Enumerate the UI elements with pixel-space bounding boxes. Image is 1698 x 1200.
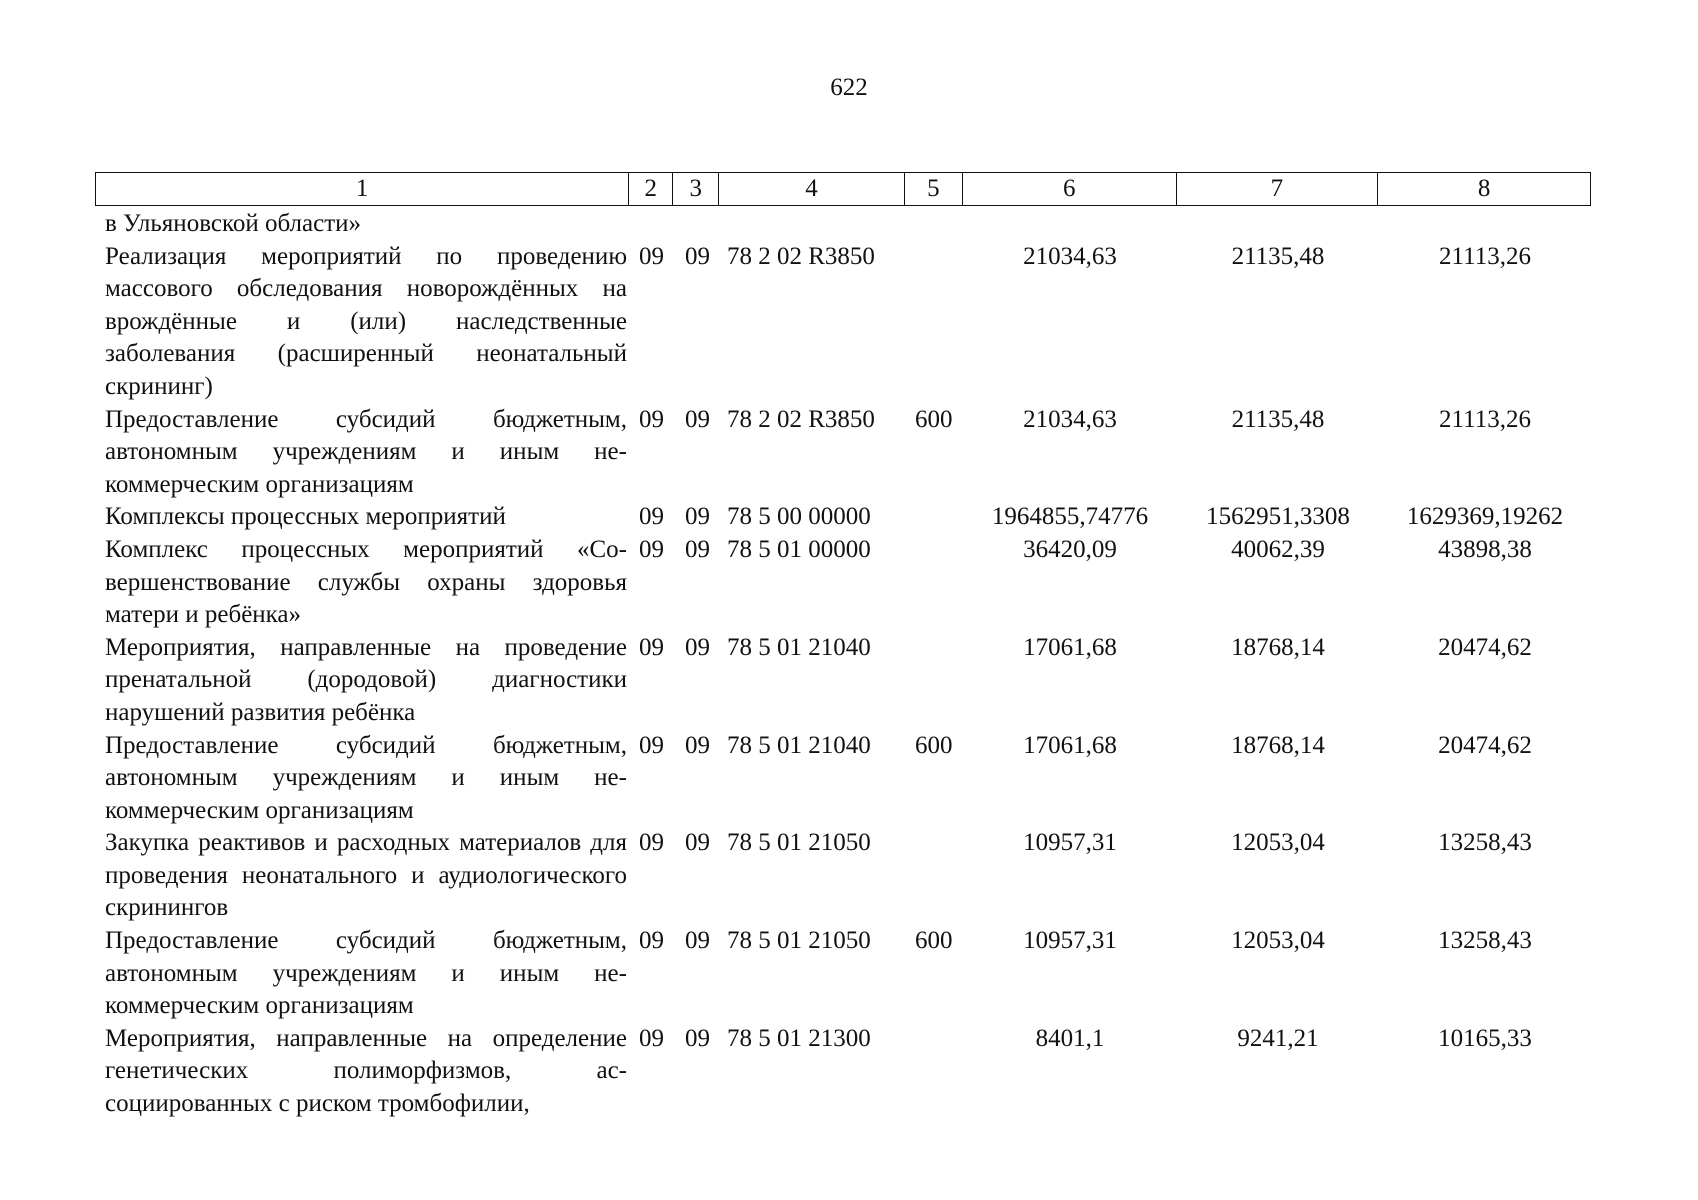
row-section: 09	[639, 1024, 664, 1052]
row-value-col7: 18768,14	[1231, 731, 1325, 759]
row-section: 09	[639, 242, 664, 270]
row-section: 09	[639, 731, 664, 759]
table-row	[95, 208, 1591, 241]
table-body	[95, 208, 1591, 1121]
header-col-6: 6	[963, 173, 1177, 205]
row-subsection: 09	[685, 927, 710, 955]
row-expense-type: 600	[915, 405, 953, 433]
row-value-col6: 10957,31	[1023, 927, 1117, 955]
row-expense-type	[905, 534, 963, 632]
row-target-code: 78 2 02 R3850	[727, 405, 875, 433]
row-name: Комплекс процессных мероприятий «Совершенствование службы охраны здоровья матери и ребёнка»	[105, 535, 627, 629]
row-expense-type: 600	[915, 731, 953, 759]
row-value-col6: 8401,1	[1035, 1024, 1105, 1052]
row-value-col6: 1964855,74776	[991, 503, 1149, 531]
row-name: Мероприятия, направленные на определение генетических полиморфизмов, ассоциированных с риском тромбофилии,	[105, 1024, 627, 1118]
row-value-col8: 20474,62	[1438, 633, 1532, 661]
row-name: Предоставление субсидий бюджетным, автономным учреждениям и иным некоммерческим организациям	[105, 405, 627, 498]
table-row	[95, 730, 1591, 828]
row-value-col6: 17061,68	[1023, 731, 1117, 759]
row-subsection: 09	[685, 405, 710, 433]
table-row	[95, 534, 1591, 632]
row-subsection: 09	[685, 242, 710, 270]
row-value-col7: 18768,14	[1231, 633, 1325, 661]
row-name: Мероприятия, направленные на проведение пренатальной (дородовой) диагностики нарушений развития ребёнка	[105, 633, 627, 726]
table-row	[95, 241, 1591, 404]
row-subsection	[673, 208, 719, 241]
table-header	[95, 172, 1591, 206]
page-number: 622	[830, 74, 868, 101]
row-value-col6	[963, 208, 1177, 241]
row-value-col6: 21034,63	[1023, 405, 1117, 433]
table-row	[95, 404, 1591, 502]
row-target-code	[719, 208, 905, 241]
row-value-col6: 36420,09	[1023, 535, 1117, 563]
row-expense-type	[905, 501, 963, 534]
row-value-col7	[1177, 208, 1379, 241]
row-value-col7: 12053,04	[1231, 927, 1325, 955]
row-expense-type: 600	[915, 927, 953, 955]
header-col-1: 1	[96, 173, 629, 205]
row-section	[629, 208, 673, 241]
row-value-col8: 1629369,19262	[1406, 503, 1564, 531]
row-value-col7: 1562951,3308	[1206, 503, 1350, 531]
row-name: Предоставление субсидий бюджетным, автономным учреждениям и иным некоммерческим организациям	[105, 731, 627, 824]
row-section: 09	[639, 405, 664, 433]
budget-table	[95, 172, 1591, 1121]
row-name: Комплексы процессных мероприятий	[105, 503, 506, 531]
header-col-7: 7	[1177, 173, 1379, 205]
row-subsection: 09	[685, 503, 710, 531]
row-subsection: 09	[685, 633, 710, 661]
row-section: 09	[639, 633, 664, 661]
row-value-col6: 21034,63	[1023, 242, 1117, 270]
table-row	[95, 1023, 1591, 1121]
row-value-col8: 20474,62	[1438, 731, 1532, 759]
row-expense-type	[905, 827, 963, 925]
row-value-col7: 40062,39	[1231, 535, 1325, 563]
row-target-code: 78 5 01 21040	[727, 731, 871, 759]
header-col-8: 8	[1477, 175, 1491, 202]
row-value-col6: 17061,68	[1023, 633, 1117, 661]
row-section: 09	[639, 535, 664, 563]
row-target-code: 78 5 00 00000	[727, 503, 871, 531]
row-target-code: 78 5 01 21050	[727, 927, 871, 955]
row-target-code: 78 5 01 21300	[727, 1024, 871, 1052]
row-subsection: 09	[685, 829, 710, 857]
row-name: Реализация мероприятий по проведению массового обследования новорождённых на врождённые и (или) наследственные заболевания (расширенный неонатальный скрининг)	[105, 242, 627, 400]
row-name: в Ульяновской области»	[105, 210, 362, 237]
row-section: 09	[639, 927, 664, 955]
row-value-col8: 13258,43	[1438, 927, 1532, 955]
row-section: 09	[639, 503, 664, 531]
row-value-col7: 9241,21	[1237, 1024, 1319, 1052]
header-col-4: 4	[719, 173, 905, 205]
row-subsection: 09	[685, 1024, 710, 1052]
row-value-col8: 13258,43	[1438, 829, 1532, 857]
header-col-3: 3	[673, 173, 719, 205]
row-expense-type	[905, 632, 963, 730]
row-value-col8: 43898,38	[1438, 535, 1532, 563]
row-value-col7: 12053,04	[1231, 829, 1325, 857]
table-row	[95, 632, 1591, 730]
row-name: Предоставление субсидий бюджетным, автономным учреждениям и иным некоммерческим организациям	[105, 927, 627, 1020]
row-value-col8: 21113,26	[1439, 242, 1531, 270]
header-col-5: 5	[905, 173, 963, 205]
row-target-code: 78 5 01 21050	[727, 829, 871, 857]
row-value-col8: 10165,33	[1438, 1024, 1532, 1052]
row-expense-type	[905, 1023, 963, 1121]
row-value-col7: 21135,48	[1231, 242, 1325, 270]
row-target-code: 78 5 01 21040	[727, 633, 871, 661]
row-value-col6: 10957,31	[1023, 829, 1117, 857]
row-value-col8: 21113,26	[1439, 405, 1531, 433]
row-name: Закупка реактивов и расходных материалов для проведения неонатального и аудиологического скринингов	[105, 829, 627, 922]
table-row	[95, 501, 1591, 534]
row-subsection: 09	[685, 731, 710, 759]
table-row	[95, 827, 1591, 925]
row-value-col7: 21135,48	[1231, 405, 1325, 433]
row-target-code: 78 2 02 R3850	[727, 242, 875, 270]
row-subsection: 09	[685, 535, 710, 563]
row-expense-type	[905, 208, 963, 241]
row-expense-type	[905, 241, 963, 404]
row-section: 09	[639, 829, 664, 857]
header-col-2: 2	[629, 173, 673, 205]
row-value-col8	[1379, 208, 1591, 241]
row-target-code: 78 5 01 00000	[727, 535, 871, 563]
table-row	[95, 925, 1591, 1023]
